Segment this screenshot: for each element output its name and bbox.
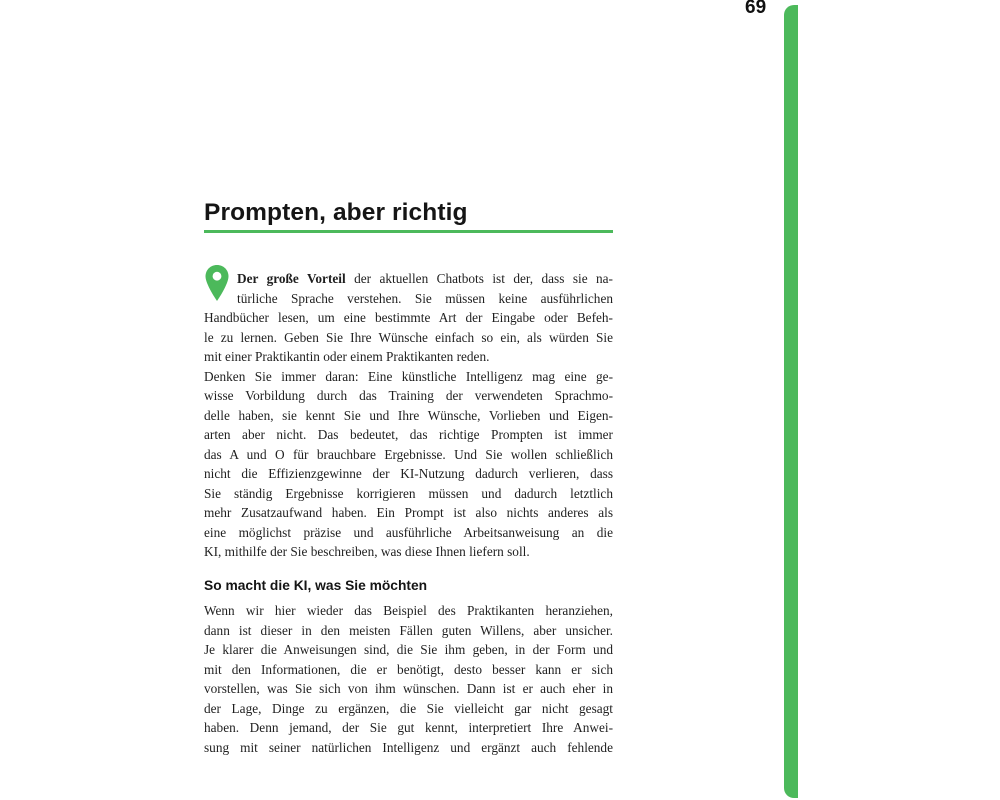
text-line: wisse Vorbildung durch das Training der verwendeten Sprachmo- [204, 388, 613, 403]
intro-lead-rest: der aktuellen Chatbots ist der, dass sie na- [345, 271, 613, 286]
text-line: der Lage, Dinge zu ergänzen, die Sie vielleicht gar nicht gesagt [204, 700, 613, 716]
section-paragraph [204, 601, 613, 757]
text-line: mehr Zusatzaufwand haben. Ein Prompt ist also nichts anderes als [204, 505, 613, 520]
text-line: Handbücher lesen, um eine bestimmte Art der Eingabe oder Befeh- [204, 310, 613, 325]
text-line: dann ist dieser in den meisten Fällen guten Willens, aber unsicher. [204, 622, 613, 638]
text-line: mit einer Praktikantin oder einem Praktikanten reden. [204, 349, 490, 364]
intro-paragraph [204, 269, 613, 562]
text-line: mit den Informationen, die er benötigt, desto besser kann er sich [204, 661, 613, 677]
section-heading: So macht die KI, was Sie möchten [204, 578, 428, 593]
text-line: Sie ständig Ergebnisse korrigieren müssen und dadurch letztlich [204, 485, 613, 501]
intro-first-line [204, 269, 613, 289]
text-line: arten aber nicht. Das bedeutet, das richtige Prompten ist immer [204, 427, 613, 442]
text-line: Denken Sie immer daran: Eine künstliche Intelligenz mag eine ge- [204, 368, 613, 384]
heading-underline [204, 230, 613, 233]
text-line: Wenn wir hier wieder das Beispiel des Praktikanten heranziehen, [204, 603, 613, 618]
text-line: delle haben, sie kennt Sie und Ihre Wünsche, Vorlieben und Eigen- [204, 407, 613, 423]
text-line: sung mit seiner natürlichen Intelligenz und ergänzt auch fehlende [204, 739, 613, 755]
text-line: nicht die Effizienzgewinne der KI-Nutzung dadurch verlieren, dass [204, 466, 613, 481]
page-number: 69 [745, 0, 767, 18]
page-title: Prompten, aber richtig [204, 199, 468, 226]
text-line: KI, mithilfe der Sie beschreiben, was diese Ihnen liefern soll. [204, 544, 530, 559]
text-line: eine möglichst präzise und ausführliche Arbeitsanweisung an die [204, 524, 613, 540]
text-line: Je klarer die Anweisungen sind, die Sie ihm geben, in der Form und [204, 642, 613, 657]
text-line: das A und O für brauchbare Ergebnisse. Und Sie wollen schließlich [204, 446, 613, 462]
text-line: le zu lernen. Geben Sie Ihre Wünsche einfach so ein, als würden Sie [204, 329, 613, 345]
text-line: haben. Denn jemand, der Sie gut kennt, interpretiert Ihre Anwei- [204, 720, 613, 735]
intro-lead-bold: Der große Vorteil [237, 271, 346, 286]
chapter-side-bar [784, 5, 798, 798]
text-line: vorstellen, was Sie sich von ihm wünschen. Dann ist er auch eher in [204, 681, 613, 696]
text-line: türliche Sprache verstehen. Sie müssen keine ausführlichen [237, 290, 613, 306]
